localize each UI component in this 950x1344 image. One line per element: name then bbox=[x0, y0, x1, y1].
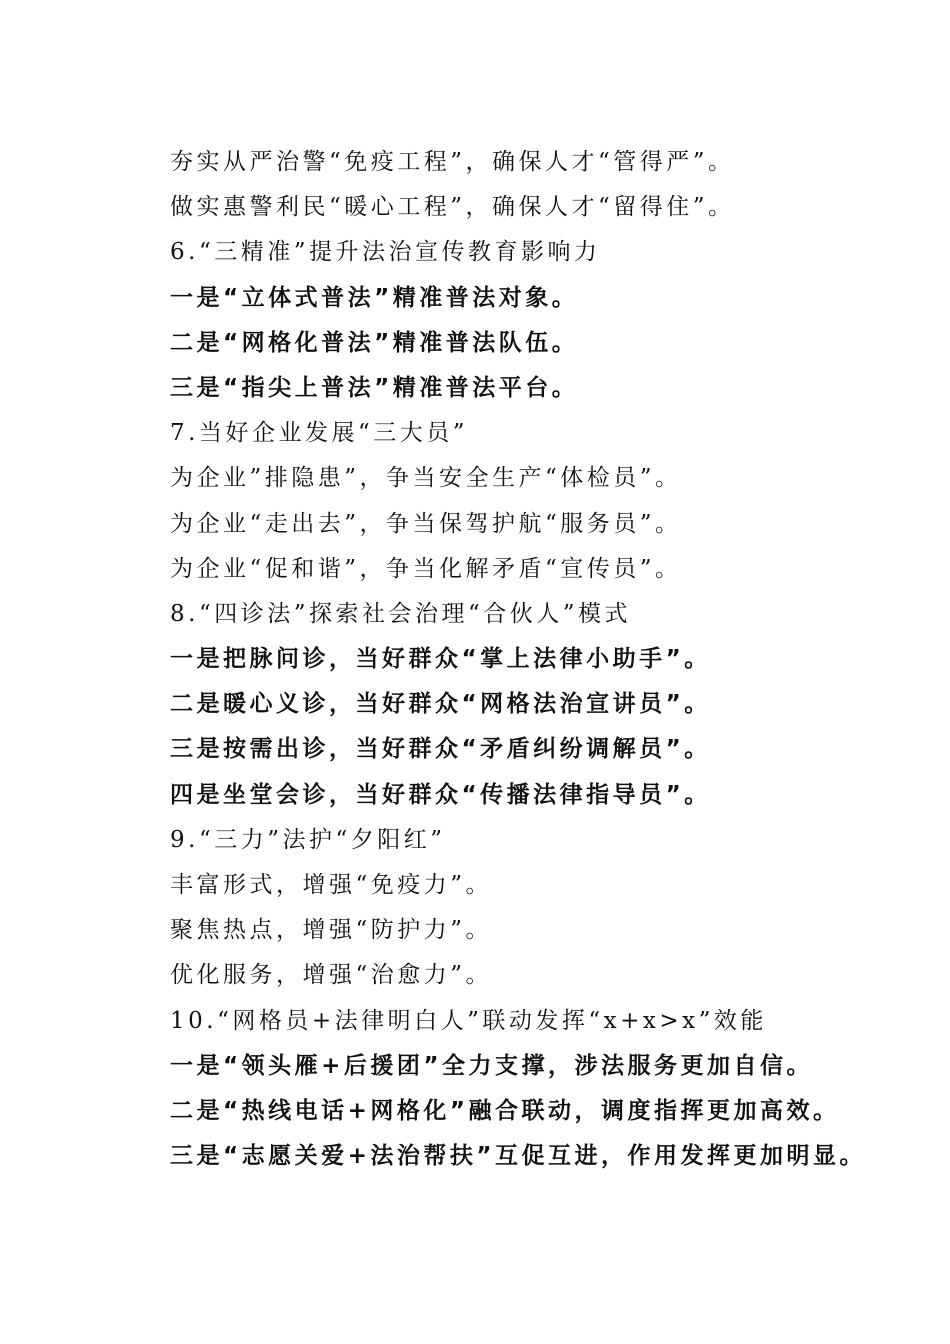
text-line: 优化服务，增强“治愈力”。 bbox=[170, 962, 493, 989]
text-line: 做实惠警利民“暖心工程”，确保人才“留得住”。 bbox=[170, 194, 735, 221]
section-heading: 6.“三精准”提升法治宣传教育影响力 bbox=[170, 239, 601, 266]
section-heading: 10.“网格员+法律明白人”联动发挥“x+x>x”效能 bbox=[170, 1007, 767, 1034]
text-line: 夯实从严治警“免疫工程”，确保人才“管得严”。 bbox=[170, 149, 735, 175]
text-line: 二是暖心义诊，当好群众“网格法治宣讲员”。 bbox=[170, 691, 711, 718]
text-line: 四是坐堂会诊，当好群众“传播法律指导员”。 bbox=[170, 781, 711, 808]
document-body bbox=[170, 140, 870, 1179]
text-line: 二是“网格化普法”精准普法队伍。 bbox=[170, 329, 579, 356]
text-line: 为企业“走出去”，争当保驾护航“服务员”。 bbox=[170, 510, 682, 537]
text-line: 一是“立体式普法”精准普法对象。 bbox=[170, 284, 579, 311]
text-line: 丰富形式，增强“免疫力”。 bbox=[170, 872, 493, 898]
text-line: 聚焦热点，增强“防护力”。 bbox=[170, 917, 493, 944]
text-line: 一是“领头雁+后援团”全力支撑，涉法服务更加自信。 bbox=[170, 1052, 814, 1079]
section-heading: 8.“四诊法”探索社会治理“合伙人”模式 bbox=[170, 600, 631, 627]
text-line: 一是把脉问诊，当好群众“掌上法律小助手”。 bbox=[170, 646, 711, 673]
text-line: 三是“指尖上普法”精准普法平台。 bbox=[170, 374, 579, 401]
section-heading: 9.“三力”法护“夕阳红” bbox=[170, 826, 446, 853]
text-line: 三是按需出诊，当好群众“矛盾纠纷调解员”。 bbox=[170, 736, 711, 763]
text-line: 为企业“促和谐”，争当化解矛盾“宣传员”。 bbox=[170, 555, 682, 582]
text-line: 为企业”排隐患”，争当安全生产“体检员”。 bbox=[170, 465, 682, 492]
text-line: 三是“志愿关爱+法治帮扶”互促互进，作用发挥更加明显。 bbox=[170, 1143, 867, 1170]
section-heading: 7.当好企业发展“三大员” bbox=[170, 420, 468, 447]
text-line: 二是“热线电话+网格化”融合联动，调度指挥更加高效。 bbox=[170, 1097, 840, 1124]
